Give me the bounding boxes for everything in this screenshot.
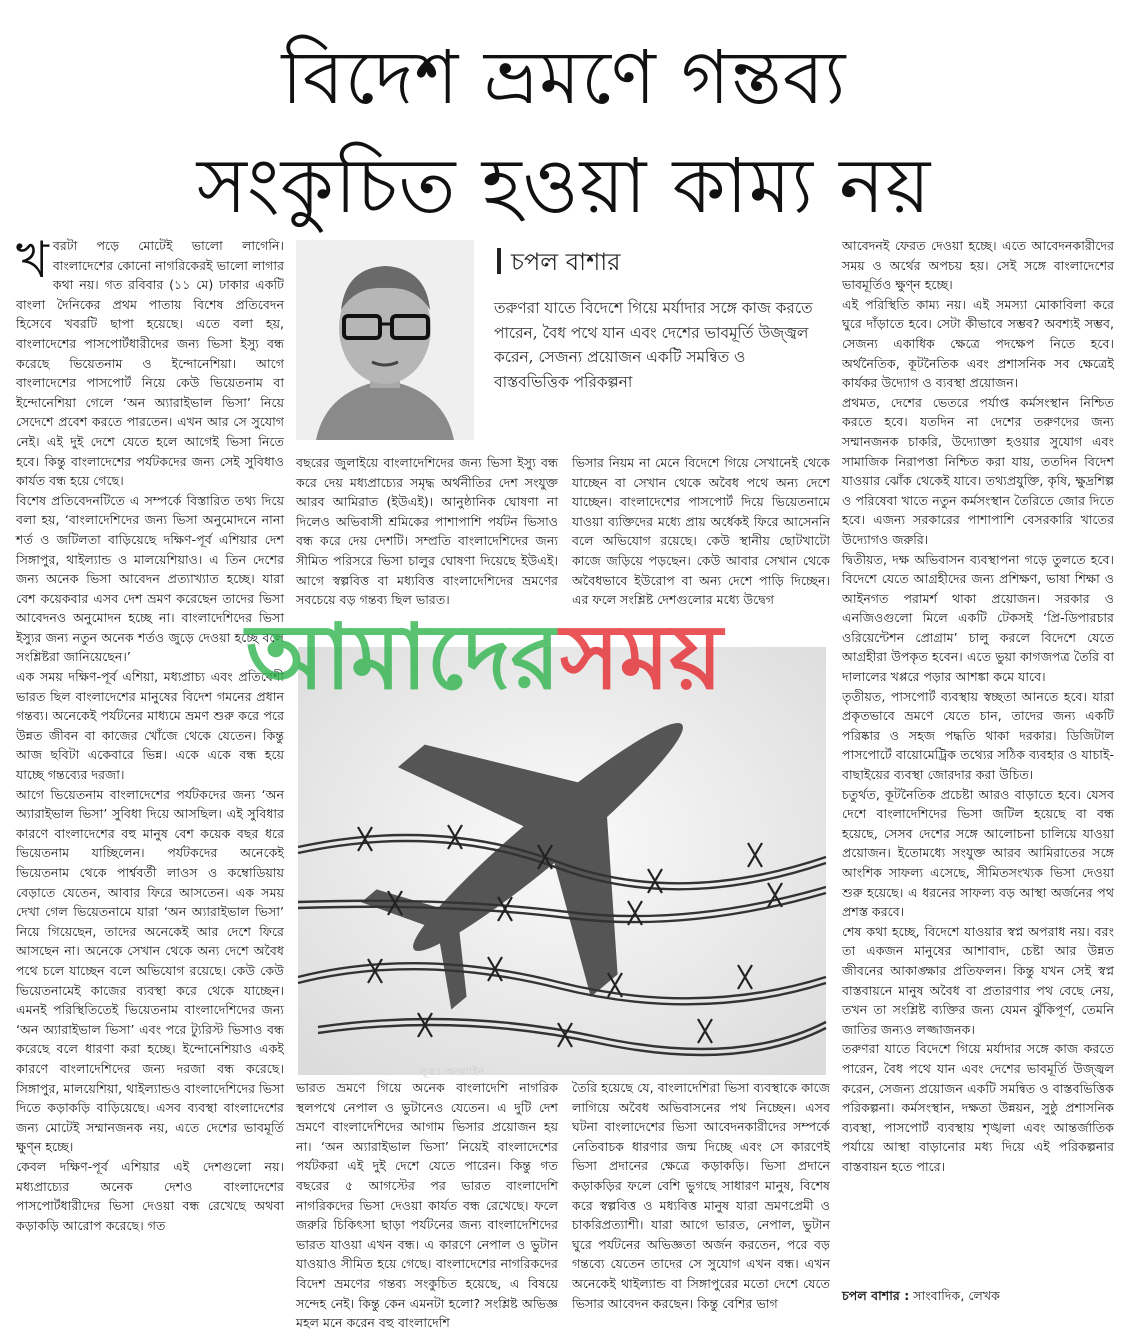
headline-line-2: সংকুচিত হওয়া কাম্য নয় <box>196 141 932 230</box>
paragraph: কেবল দক্ষিণ-পূর্ব এশিয়ার এই দেশগুলো নয়। মধ্যপ্রাচ্যের অনেক দেশও বাংলাদেশের পাসপোর্টধারীদের ভিসা দেওয়া বন্ধ রেখেছে অথবা কড়াকড়ি আরোপ করেছে। গত <box>16 1158 284 1233</box>
paragraph: তৃতীয়ত, পাসপোর্ট ব্যবস্থায় স্বচ্ছতা আনতে হবে। যারা প্রকৃতভাবে ভ্রমণে যেতে চান, তাদের জন্য একটি পরিষ্কার ও সহজ পদ্ধতি থাকা দরকার। ডিজিটাল পাসপোর্টে বায়োমেট্রিক তথ্যের সঠিক ব্যবহার ও যাচাই-বাছাইয়ের ব্যবস্থা জোরদার করা উচিত। <box>842 688 1114 783</box>
paragraph: খবরটা পড়ে মোটেই ভালো লাগেনি। বাংলাদেশের কোনো নাগরিকেরই ভালো লাগার কথা নয়। গত রবিবার (১১ মে) ঢাকার একটি বাংলা দৈনিকের প্রথম পাতায় বিশেষ প্রতিবেদন হিসেবে খবরটি ছাপা হয়েছে। এতে বলা হয়, বাংলাদেশের পাসপোর্টধারীদের জন্য ভিসা ইস্যু বন্ধ করেছে ভিয়েতনাম ও ইন্দোনেশিয়া। আগে বাংলাদেশের পাসপোর্ট নিয়ে কেউ ভিয়েতনাম বা ইন্দোনেশিয়া গেলে ‘অন অ্যারাইভাল ভিসা’ নিয়ে সেদেশে প্রবেশ করতে পারতেন। এখন আর সে সুযোগ নেই। এই দুই দেশে যেতে হলে আগেই ভিসা নিতে হবে। কিন্তু বাংলাদেশের পর্যটকদের জন্য সেই সুবিধাও কার্যত বন্ধ হয়ে গেছে। <box>16 231 284 489</box>
airplane-barbed-wire-icon <box>298 647 826 1075</box>
paragraph: এক সময় দক্ষিণ-পূর্ব এশিয়া, মধ্যপ্রাচ্য এবং প্রতিবেশী ভারত ছিল বাংলাদেশের মানুষের বিদেশ গমনের প্রধান গন্তব্য। অনেকেই পর্যটনের মাধ্যমে ভ্রমণ শুরু করে পরে উন্নত জীবন বা কাজের খোঁজে থেকে যেতেন। কিন্তু আজ ছবিটা একেবারে ভিন্ন। একে একে বন্ধ হয়ে যাচ্ছে গন্তব্যের দরজা। <box>16 669 284 783</box>
byline <box>497 244 620 284</box>
author-portrait <box>296 240 474 440</box>
byline-bar <box>497 248 501 274</box>
paragraph: শেষ কথা হচ্ছে, বিদেশে যাওয়ার স্বপ্ন অপরাধ নয়। বরং তা একজন মানুষের আশাবাদ, চেষ্টা আর উন্নত জীবনের আকাঙ্ক্ষার প্রতিফলন। কিন্তু যখন সেই স্বপ্ন বাস্তবায়নে মানুষ অবৈধ বা প্রতারণার পথ বেছে নেয়, তখন তা সংশ্লিষ্ট ব্যক্তির জন্য যেমন ঝুঁকিপূর্ণ, তেমনি জাতির জন্যও লজ্জাজনক। <box>842 923 1114 1037</box>
column-3-top: ভিসার নিয়ম না মেনে বিদেশে গিয়ে সেখানেই থেকে যাচ্ছেন বা সেখান থেকে অবৈধ পথে অন্য দেশে যাচ্ছেন। বাংলাদেশের পাসপোর্ট দিয়ে ভিয়েতনামে যাওয়া ব্যক্তিদের মধ্যে প্রায় অর্ধেকই ফিরে আসেননি বলে অভিযোগ রয়েছে। কেউ স্থানীয় ছোটখাটো কাজে জড়িয়ে পড়ছেন। কেউ আবার সেখান থেকে অবৈধভাবে ইউরোপ বা অন্য দেশে পাড়ি দিচ্ছেন। এর ফলে সংশ্লিষ্ট দেশগুলোর মধ্যে উদ্বেগ <box>572 455 830 608</box>
author-photo-icon <box>296 240 474 440</box>
watermark-part-2: সময় <box>560 605 723 710</box>
watermark-part-1: আমাদের <box>246 605 561 710</box>
author-name: চপল বাশার <box>511 248 621 276</box>
paragraph: আবেদনই ফেরত দেওয়া হচ্ছে। এতে আবেদনকারীদের সময় ও অর্থের অপচয় হয়। সেই সঙ্গে বাংলাদেশের ভাবমূর্তিও ক্ষুণ্ন হচ্ছে। <box>842 238 1114 293</box>
paragraph: আগে ভিয়েতনাম বাংলাদেশের পর্যটকদের জন্য ‘অন অ্যারাইভাল ভিসা’ সুবিধা দিয়ে আসছিল। এই সুবিধার কারণে বাংলাদেশের বহু মানুষ বেশ কয়েক বছর ধরে ভিয়েতনাম যাচ্ছিলেন। পর্যটকদের অনেকেই ভিয়েতনাম থেকে পার্শ্ববর্তী লাওস ও কম্বোডিয়ায় বেড়াতে যেতেন, আবার ফিরে আসতেন। এক সময় দেখা গেল ভিয়েতনামে যারা ‘অন অ্যারাইভাল ভিসা’ নিয়ে গিয়েছেন, তাদের অনেকেই আর দেশে ফিরে আসছেন না। অনেকে সেখান থেকে অন্য দেশে অবৈধ পথে চলে যাচ্ছেন বলে অভিযোগ রয়েছে। কেউ কেউ ভিয়েতনামেই কাজের ব্যবস্থা করে থেকে যাচ্ছেন। এমনই পরিস্থিতিতেই ভিয়েতনাম বাংলাদেশিদের জন্য ‘অন অ্যারাইভাল ভিসা’ এবং পরে ট্যুরিস্ট ভিসাও বন্ধ করেছে বলে ধারণা করা হচ্ছে। ইন্দোনেশিয়াও একই কারণে বাংলাদেশিদের জন্য দরজা বন্ধ করেছে। সিঙ্গাপুর, মালয়েশিয়া, থাইল্যান্ডও বাংলাদেশিদের ভিসা দিতে কড়াকড়ি বাড়িয়েছে। এসব ব্যবস্থা বাংলাদেশের জন্য মোটেই সম্মানজনক নয়, এতে দেশের ভাবমূর্তি ক্ষুণ্ন হচ্ছে। <box>16 786 284 1155</box>
column-2-top: বছরের জুলাইয়ে বাংলাদেশিদের জন্য ভিসা ইস্যু বন্ধ করে দেয় মধ্যপ্রাচ্যের সমৃদ্ধ অর্থনীতির দেশ সংযুক্ত আরব আমিরাত (ইউএই)। আনুষ্ঠানিক ঘোষণা না দিলেও অভিবাসী শ্রমিকের পাশাপাশি পর্যটন ভিসাও বন্ধ করে দেয় দেশটি। সম্প্রতি বাংলাদেশিদের জন্য সীমিত পরিসরে ভিসা চালুর ঘোষণা দিয়েছে ইউএই। আগে স্বল্পবিত্ত বা মধ্যবিত্ত বাংলাদেশিদের ভ্রমণের সবচেয়ে বড় গন্তব্য ছিল ভারত। <box>296 455 558 608</box>
paragraph: তরুণরা যাতে বিদেশে গিয়ে মর্যাদার সঙ্গে কাজ করতে পারেন, বৈধ পথে যান এবং দেশের ভাবমূর্তি উজ্জ্বল করেন, সেজন্য প্রয়োজন একটি সমন্বিত ও বাস্তবভিত্তিক পরিকল্পনা। কর্মসংস্থান, দক্ষতা উন্নয়ন, সুষ্ঠু প্রশাসনিক ব্যবস্থা, পাসপোর্ট ব্যবস্থায় শৃঙ্খলা এবং আন্তর্জাতিক পর্যায়ে আস্থা বাড়ানোর মধ্য দিয়ে এই পরিকল্পনার বাস্তবায়ন হতে পারে। <box>842 1041 1114 1174</box>
paragraph: দ্বিতীয়ত, দক্ষ অভিবাসন ব্যবস্থাপনা গড়ে তুলতে হবে। বিদেশে যেতে আগ্রহীদের জন্য প্রশিক্ষণ, ভাষা শিক্ষা ও আইনগত পরামর্শ থাকা প্রয়োজন। সরকার ও এনজিওগুলো মিলে একটি টেকসই ‘প্রি-ডিপারচার ওরিয়েন্টেশন প্রোগ্রাম’ চালু করলে বিদেশে যেতে আগ্রহীরা উপকৃত হবেন। এতে ভুয়া কাগজপত্র তৈরি বা দালালের খপ্পরে পড়ার আশঙ্কা কমে যাবে। <box>842 551 1114 685</box>
column-3-bottom: তৈরি হয়েছে যে, বাংলাদেশিরা ভিসা ব্যবস্থাকে কাজে লাগিয়ে অবৈধ অভিবাসনের পথ নিচ্ছেন। এসব ঘটনা বাংলাদেশের ভিসা আবেদনকারীদের সম্পর্কে নেতিবাচক ধারণার জন্ম দিচ্ছে এবং সে কারণেই ভিসা প্রদানের ক্ষেত্রে কড়াকড়ি। ভিসা প্রদানে কড়াকড়ির ফলে বেশি ভুগছে সাধারণ মানুষ, বিশেষ করে স্বল্পবিত্ত ও মধ্যবিত্ত মানুষ যারা ভ্রমণপ্রেমী ও চাকরিপ্রত্যাশী। যারা আগে ভারত, নেপাল, ভুটান ঘুরে পর্যটনের অভিজ্ঞতা অর্জন করতেন, পরে বড় গন্তব্যে যেতেন তাদের সে সুযোগ এখন বন্ধ। এখন অনেকেই থাইল্যান্ড বা সিঙ্গাপুরের মতো দেশে যেতে ভিসার আবেদন করছেন। কিন্তু বেশির ভাগ <box>572 1080 830 1311</box>
column-2-bottom: ভারত ভ্রমণে গিয়ে অনেক বাংলাদেশি নাগরিক স্থলপথে নেপাল ও ভুটানেও যেতেন। এ দুটি দেশ ভ্রমণে বাংলাদেশিদের আগাম ভিসার প্রয়োজন হয় না। ‘অন অ্যারাইভাল ভিসা’ নিয়েই বাংলাদেশের পর্যটকরা এই দুই দেশে যেতে পারেন। কিন্তু গত বছরের ৫ আগস্টের পর ভারত বাংলাদেশি নাগরিকদের ভিসা দেওয়া কার্যত বন্ধ রেখেছে। ফলে জরুরি চিকিৎসা ছাড়া পর্যটনের জন্য বাংলাদেশিদের ভারত যাওয়া এখন বন্ধ। এ কারণে নেপাল ও ভুটান যাওয়াও সীমিত হয়ে গেছে। বাংলাদেশের নাগরিকদের বিদেশ ভ্রমণের গন্তব্য সংকুচিত হয়েছে, এ বিষয়ে সন্দেহ নেই। কিন্তু কেন এমনটা হলো? সংশ্লিষ্ট অভিজ্ঞ মহল মনে করেন বহু বাংলাদেশি <box>296 1080 558 1331</box>
pull-quote: তরুণরা যাতে বিদেশে গিয়ে মর্যাদার সঙ্গে কাজ করতে পারেন, বৈধ পথে যান এবং দেশের ভাবমূর্তি উজ্জ্বল করেন, সেজন্য প্রয়োজন একটি সমন্বিত ও বাস্তবভিত্তিক পরিকল্পনা <box>494 299 813 391</box>
author-footer-name: চপল বাশার : <box>842 1288 910 1303</box>
author-footer-role: সাংবাদিক, লেখক <box>913 1288 1000 1303</box>
paragraph: প্রথমত, দেশের ভেতরে পর্যাপ্ত কর্মসংস্থান নিশ্চিত করতে হবে। যতদিন না দেশের তরুণদের জন্য সম্মানজনক চাকরি, উদ্যোক্তা হওয়ার সুযোগ এবং সামাজিক নিরাপত্তা নিশ্চিত করা যায়, ততদিন বিদেশ যাওয়ার ঝোঁক থেকেই যাবে। তথ্যপ্রযুক্তি, কৃষি, ক্ষুদ্রশিল্প ও পরিষেবা খাতে নতুন কর্মসংস্থান তৈরিতে জোর দিতে হবে। এজন্য সরকারের পাশাপাশি বেসরকারি খাতের উদ্যোগও জরুরি। <box>842 394 1114 547</box>
article-illustration <box>298 647 826 1075</box>
drop-cap: খ <box>16 231 49 289</box>
headline-line-1: বিদেশ ভ্রমণে গন্তব্য <box>281 35 847 121</box>
column-4 <box>842 236 1114 1316</box>
paragraph: চতুর্থত, কূটনৈতিক প্রচেষ্টা আরও বাড়াতে হবে। যেসব দেশে বাংলাদেশিদের ভিসা জটিল হয়েছে বা বন্ধ হয়েছে, সেসব দেশের সঙ্গে আলোচনা চালিয়ে যাওয়া প্রয়োজন। ইতোমধ্যে সংযুক্ত আরব আমিরাতের সঙ্গে আংশিক সাফল্য এসেছে, সীমিতসংখ্যক ভিসা দেওয়া শুরু হয়েছে। এ ধরনের সাফল্য বড় আস্থা অর্জনের পথ প্রশস্ত করবে। <box>842 786 1114 920</box>
faint-caption: সূত্রঃ অনলাইন <box>420 1065 485 1078</box>
author-footer <box>842 1288 1000 1308</box>
paragraph: বিশেষ প্রতিবেদনটিতে এ সম্পর্কে বিস্তারিত তথ্য দিয়ে বলা হয়, ‘বাংলাদেশিদের জন্য ভিসা অনুমোদনে নানা শর্ত ও জটিলতা বাড়িয়েছে দক্ষিণ-পূর্ব এশিয়ার দেশ সিঙ্গাপুর, থাইল্যান্ড ও মালয়েশিয়াও। এ তিন দেশের জন্য অনেক ভিসা আবেদন প্রত্যাখ্যাত হচ্ছে। যারা বেশ কয়েকবার এসব দেশ ভ্রমণ করেছেন তাদের ভিসা আবেদনও অনুমোদন হচ্ছে না। বাংলাদেশিদের ভিসা ইস্যুর জন্য নতুন অনেক শর্তও জুড়ে দেওয়া হচ্ছে বলে সংশ্লিষ্টরা জানিয়েছেন।’ <box>16 492 284 665</box>
column-1 <box>16 231 284 1316</box>
paragraph: এই পরিস্থিতি কাম্য নয়। এই সমস্যা মোকাবিলা করে ঘুরে দাঁড়াতে হবে। সেটা কীভাবে সম্ভব? অবশ্যই সম্ভব, সেজন্য একাধিক ক্ষেত্রে পদক্ষেপ নিতে হবে। অর্থনৈতিক, কূটনৈতিক এবং প্রশাসনিক সব ক্ষেত্রেই কার্যকর উদ্যোগ ও ব্যবস্থা প্রয়োজন। <box>842 296 1114 391</box>
